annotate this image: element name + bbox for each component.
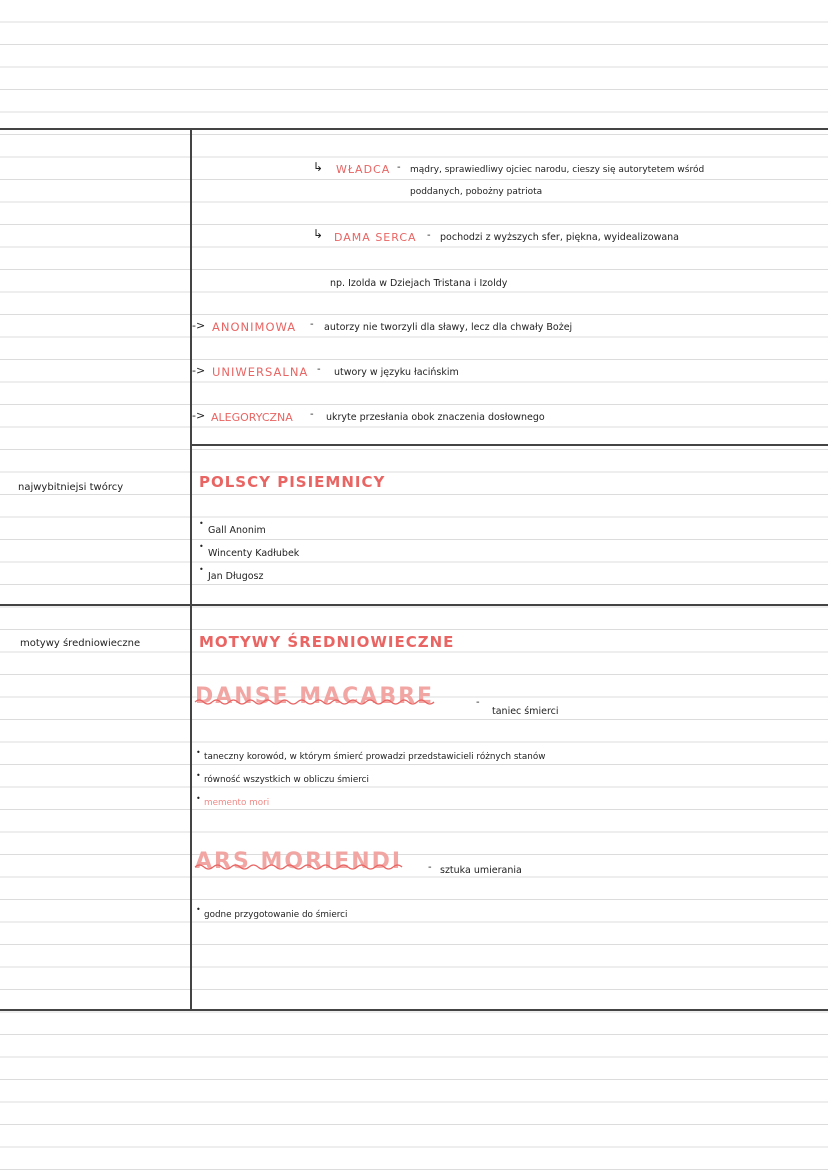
feature-desc-anonimowa: autorzy nie tworzyli dla sławy, lecz dla chwały Bożej	[324, 322, 573, 333]
ars-moriendi-term: ARS MORIENDI	[195, 849, 403, 874]
writer-item-1: Gall Anonim	[208, 525, 266, 536]
feature-term-alegoryczna: ALEGORYCZNA	[211, 411, 293, 424]
danse-macabre-highlight	[195, 684, 434, 709]
danse-macabre-term: DANSE MACABRE	[195, 684, 435, 709]
feature-arrow-1: ->	[192, 319, 206, 332]
dama-arrow: ↳	[313, 227, 324, 241]
danse-wave-decoration	[195, 698, 434, 706]
feature-arrow-2: ->	[192, 364, 206, 377]
feature-term-uniwersalna: UNIWERSALNA	[212, 365, 309, 379]
left-label-writers: najwybitniejsi twórcy	[18, 482, 124, 493]
władca-desc-line1: mądry, sprawiedliwy ojciec narodu, cieszy się autorytetem wśród	[410, 165, 705, 175]
władca-term: WŁADCA	[336, 163, 391, 176]
ars-meaning: sztuka umierania	[440, 865, 522, 876]
feature-dash-1: -	[310, 319, 314, 330]
danse-bullet-3: •	[196, 794, 201, 803]
example-text: np. Izolda w Dziejach Tristana i Izoldy	[330, 278, 508, 289]
ars-bullet-text-1: godne przygotowanie do śmierci	[204, 910, 348, 920]
władca-desc-line2: poddanych, pobożny patriota	[410, 187, 543, 197]
writer-bullet-2: •	[199, 542, 204, 551]
danse-bullet-text-1: taneczny korowód, w którym śmierć prowadzi przedstawicieli różnych stanów	[204, 752, 546, 762]
dama-desc: pochodzi z wyższych sfer, piękna, wyidealizowana	[440, 232, 680, 243]
dama-dash: -	[427, 230, 431, 241]
danse-dash: -	[476, 697, 480, 708]
danse-bullet-2: •	[196, 771, 201, 780]
ars-moriendi-highlight	[195, 849, 402, 874]
danse-meaning: taniec śmierci	[492, 706, 559, 717]
section-divider-1	[190, 444, 828, 446]
left-label-motifs: motywy średniowieczne	[20, 638, 141, 649]
feature-term-anonimowa: ANONIMOWA	[212, 320, 297, 334]
writer-item-3: Jan Długosz	[208, 571, 264, 582]
ars-dash: -	[428, 862, 432, 873]
danse-bullet-text-2: równość wszystkich w obliczu śmierci	[204, 775, 369, 785]
danse-bullet-text-3: memento mori	[204, 798, 270, 808]
feature-arrow-3: ->	[192, 409, 206, 422]
column-divider	[190, 129, 192, 1010]
writer-item-2: Wincenty Kadłubek	[208, 548, 300, 559]
section-divider-2	[0, 604, 828, 606]
władca-arrow: ↳	[313, 160, 324, 174]
dama-term: DAMA SERCA	[334, 231, 417, 244]
writer-bullet-1: •	[199, 519, 204, 528]
motifs-title: MOTYWY ŚREDNIOWIECZNE	[199, 633, 455, 651]
ars-wave-decoration	[195, 863, 402, 871]
table-bottom-border	[0, 1009, 828, 1011]
writer-bullet-3: •	[199, 565, 204, 574]
władca-dash: -	[397, 162, 401, 173]
feature-desc-alegoryczna: ukryte przesłania obok znaczenia dosłownego	[326, 412, 545, 423]
feature-dash-3: -	[310, 409, 314, 420]
feature-desc-uniwersalna: utwory w języku łacińskim	[334, 367, 459, 378]
ars-bullet-1: •	[196, 905, 201, 914]
feature-dash-2: -	[317, 364, 321, 375]
table-top-border	[0, 128, 828, 130]
writers-title: POLSCY PISIEMNICY	[199, 473, 386, 491]
danse-bullet-1: •	[196, 748, 201, 757]
